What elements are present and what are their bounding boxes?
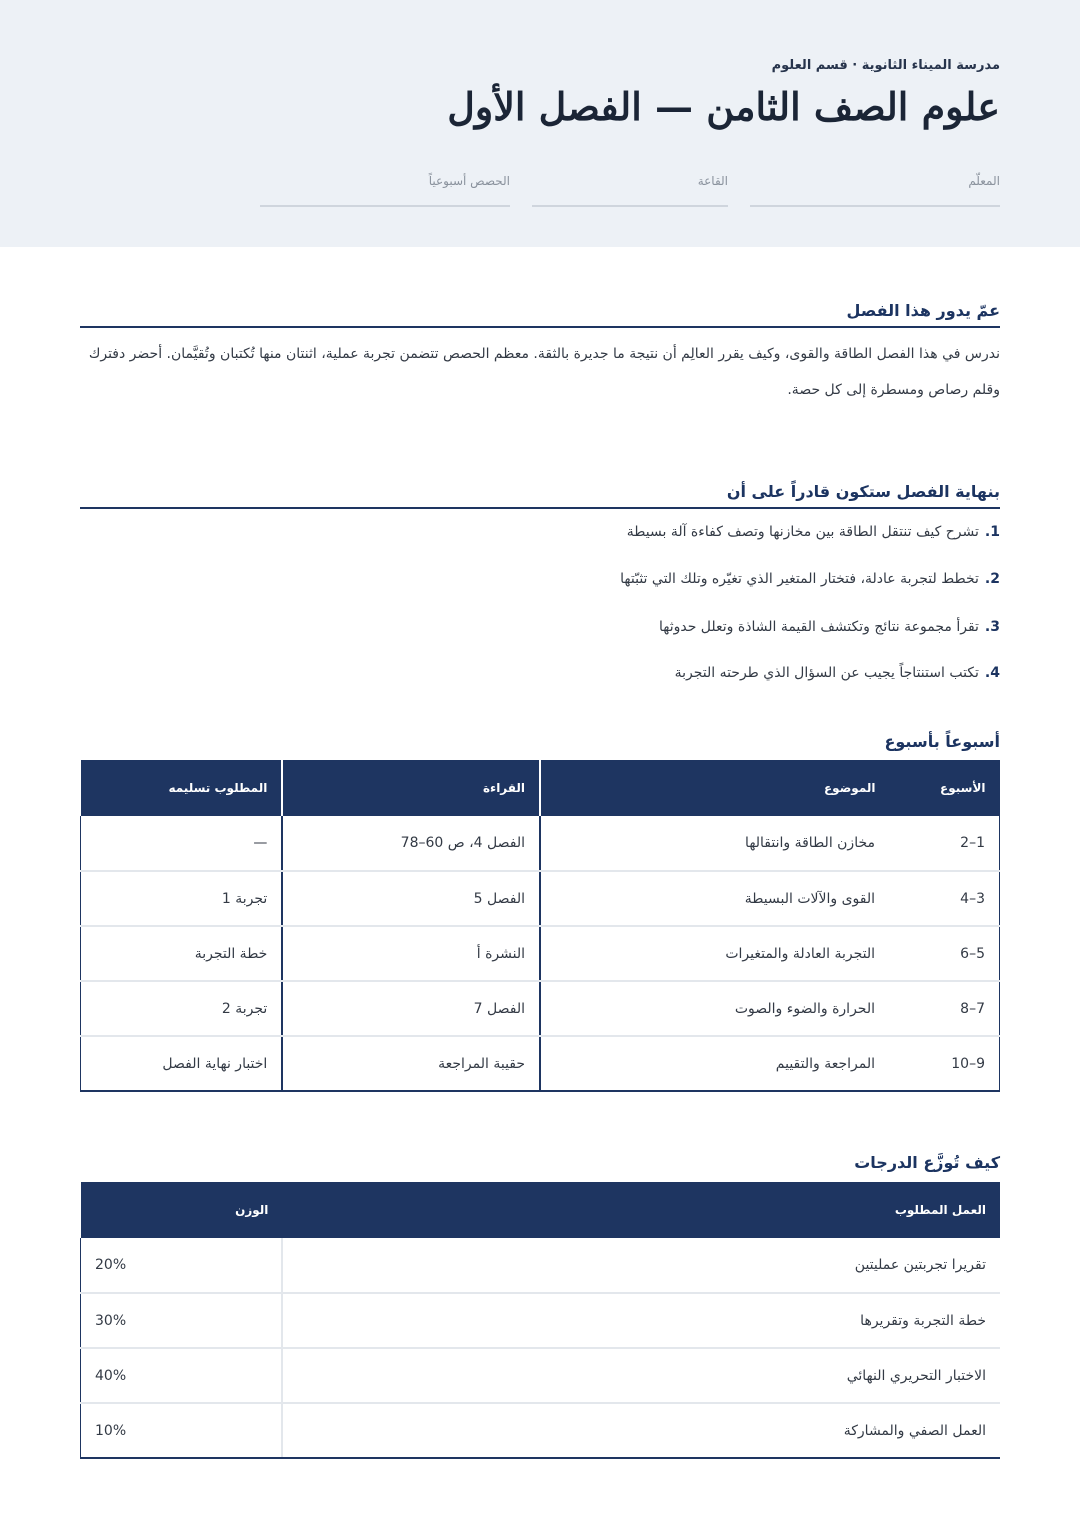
table-row [81,1238,1001,1293]
week-cell: 7–8 [960,1000,985,1017]
reading-cell: الفصل 4، ص 60–78 [282,816,540,871]
topic-cell: مخازن الطاقة وانتقالها [745,835,875,851]
table-row [81,926,1000,981]
week-cell: 9–10 [951,1055,985,1072]
goal-item [80,665,1000,681]
reading-cell: حقيبة المراجعة [282,1036,540,1091]
work-cell: خطة التجربة وتقريرها [282,1293,1000,1348]
due-cell: خطة التجربة [81,926,283,981]
column-header-topic: الموضوع [823,781,876,795]
weight-cell: 40% [81,1348,283,1403]
room-field[interactable] [532,170,728,207]
column-header-reading: القراءة [282,760,540,816]
topic-cell: التجربة العادلة والمتغيرات [725,945,875,962]
week-topic-cell [540,871,999,926]
teacher-label: المعلّم [968,174,1000,188]
weight-cell: 10% [81,1403,283,1458]
grades-table [80,1182,1000,1459]
periods-label: الحصص أسبوعياً [428,174,510,188]
week-topic-cell [540,926,999,981]
due-cell: تجربة 1 [81,871,283,926]
week-topic-cell [540,816,999,871]
work-cell: العمل الصفي والمشاركة [282,1403,1000,1458]
week-topic-cell [540,1036,999,1091]
reading-cell: النشرة أ [282,926,540,981]
goal-text: تشرح كيف تنتقل الطاقة بين مخازنها وتصف كفاءة آلة بسيطة [626,524,979,540]
goal-item [80,524,1000,540]
goal-text: تكتب استنتاجاً يجيب عن السؤال الذي طرحته التجربة [674,665,979,681]
work-cell: تقريرا تجربتين عمليتين [282,1238,1000,1293]
schedule-table [80,760,1000,1092]
weight-cell: 20% [81,1238,283,1293]
topic-cell: الحرارة والضوء والصوت [734,1000,875,1017]
table-row [81,1348,1001,1403]
page-header [0,0,1080,247]
due-cell: تجربة 2 [81,981,283,1036]
school-name: مدرسة الميناء الثانوية · قسم العلوم [771,58,1000,73]
grades-heading: كيف تُوزَّع الدرجات [854,1153,1000,1172]
topic-cell: المراجعة والتقييم [775,1055,875,1072]
column-header-weight: الوزن [81,1182,283,1238]
topic-cell: القوى والآلات البسيطة [744,890,875,907]
table-row [81,1403,1001,1458]
table-row [81,871,1000,926]
week-topic-cell [540,981,999,1036]
goals-heading: بنهاية الفصل ستكون قادراً على أن [80,482,1000,509]
column-header-week: الأسبوع [940,781,986,795]
work-cell: الاختبار التحريري النهائي [282,1348,1000,1403]
goal-text: تخطط لتجربة عادلة، فتختار المتغير الذي تغيّره وتلك التي تثبّتها [620,571,979,587]
table-row [81,1293,1001,1348]
reading-cell: الفصل 5 [282,871,540,926]
goal-item [80,571,1000,587]
week-cell: 5–6 [960,945,985,962]
goal-number: 2. [984,571,1000,587]
column-header-due: المطلوب تسليمه [81,760,283,816]
column-header-work: العمل المطلوب [282,1182,1000,1238]
schedule-header-row [81,760,1000,816]
weight-cell: 30% [81,1293,283,1348]
grades-header-row [81,1182,1001,1238]
table-row [81,1036,1000,1091]
teacher-field[interactable] [750,170,1000,207]
column-header-week-topic [540,760,999,816]
about-heading: عمّ يدور هذا الفصل [80,301,1000,328]
goal-text: تقرأ مجموعة نتائج وتكتشف القيمة الشاذة وتعلل حدوثها [658,619,979,635]
due-cell: — [81,816,283,871]
goal-number: 3. [984,619,1000,635]
week-cell: 1–2 [960,835,985,851]
about-text: ندرس في هذا الفصل الطاقة والقوى، وكيف يقرر العالِم أن نتيجة ما جديرة بالثقة. معظم الحصص تتضمن تجربة عملية، اثنتان منها تُكتبان وتُقيَّمان. أحضر دفترك وقلم رصاص ومسطرة إلى كل حصة. [88,346,1000,398]
week-cell: 3–4 [960,890,985,907]
table-row [81,816,1000,871]
periods-field[interactable] [260,170,510,207]
goal-item [80,619,1000,635]
due-cell: اختبار نهاية الفصل [81,1036,283,1091]
schedule-heading: أسبوعاً بأسبوع [884,732,1000,751]
reading-cell: الفصل 7 [282,981,540,1036]
goal-number: 4. [984,665,1000,681]
table-row [81,981,1000,1036]
room-label: القاعة [697,174,728,188]
page-title: علوم الصف الثامن — الفصل الأول [447,84,1000,129]
goal-number: 1. [984,524,1000,540]
